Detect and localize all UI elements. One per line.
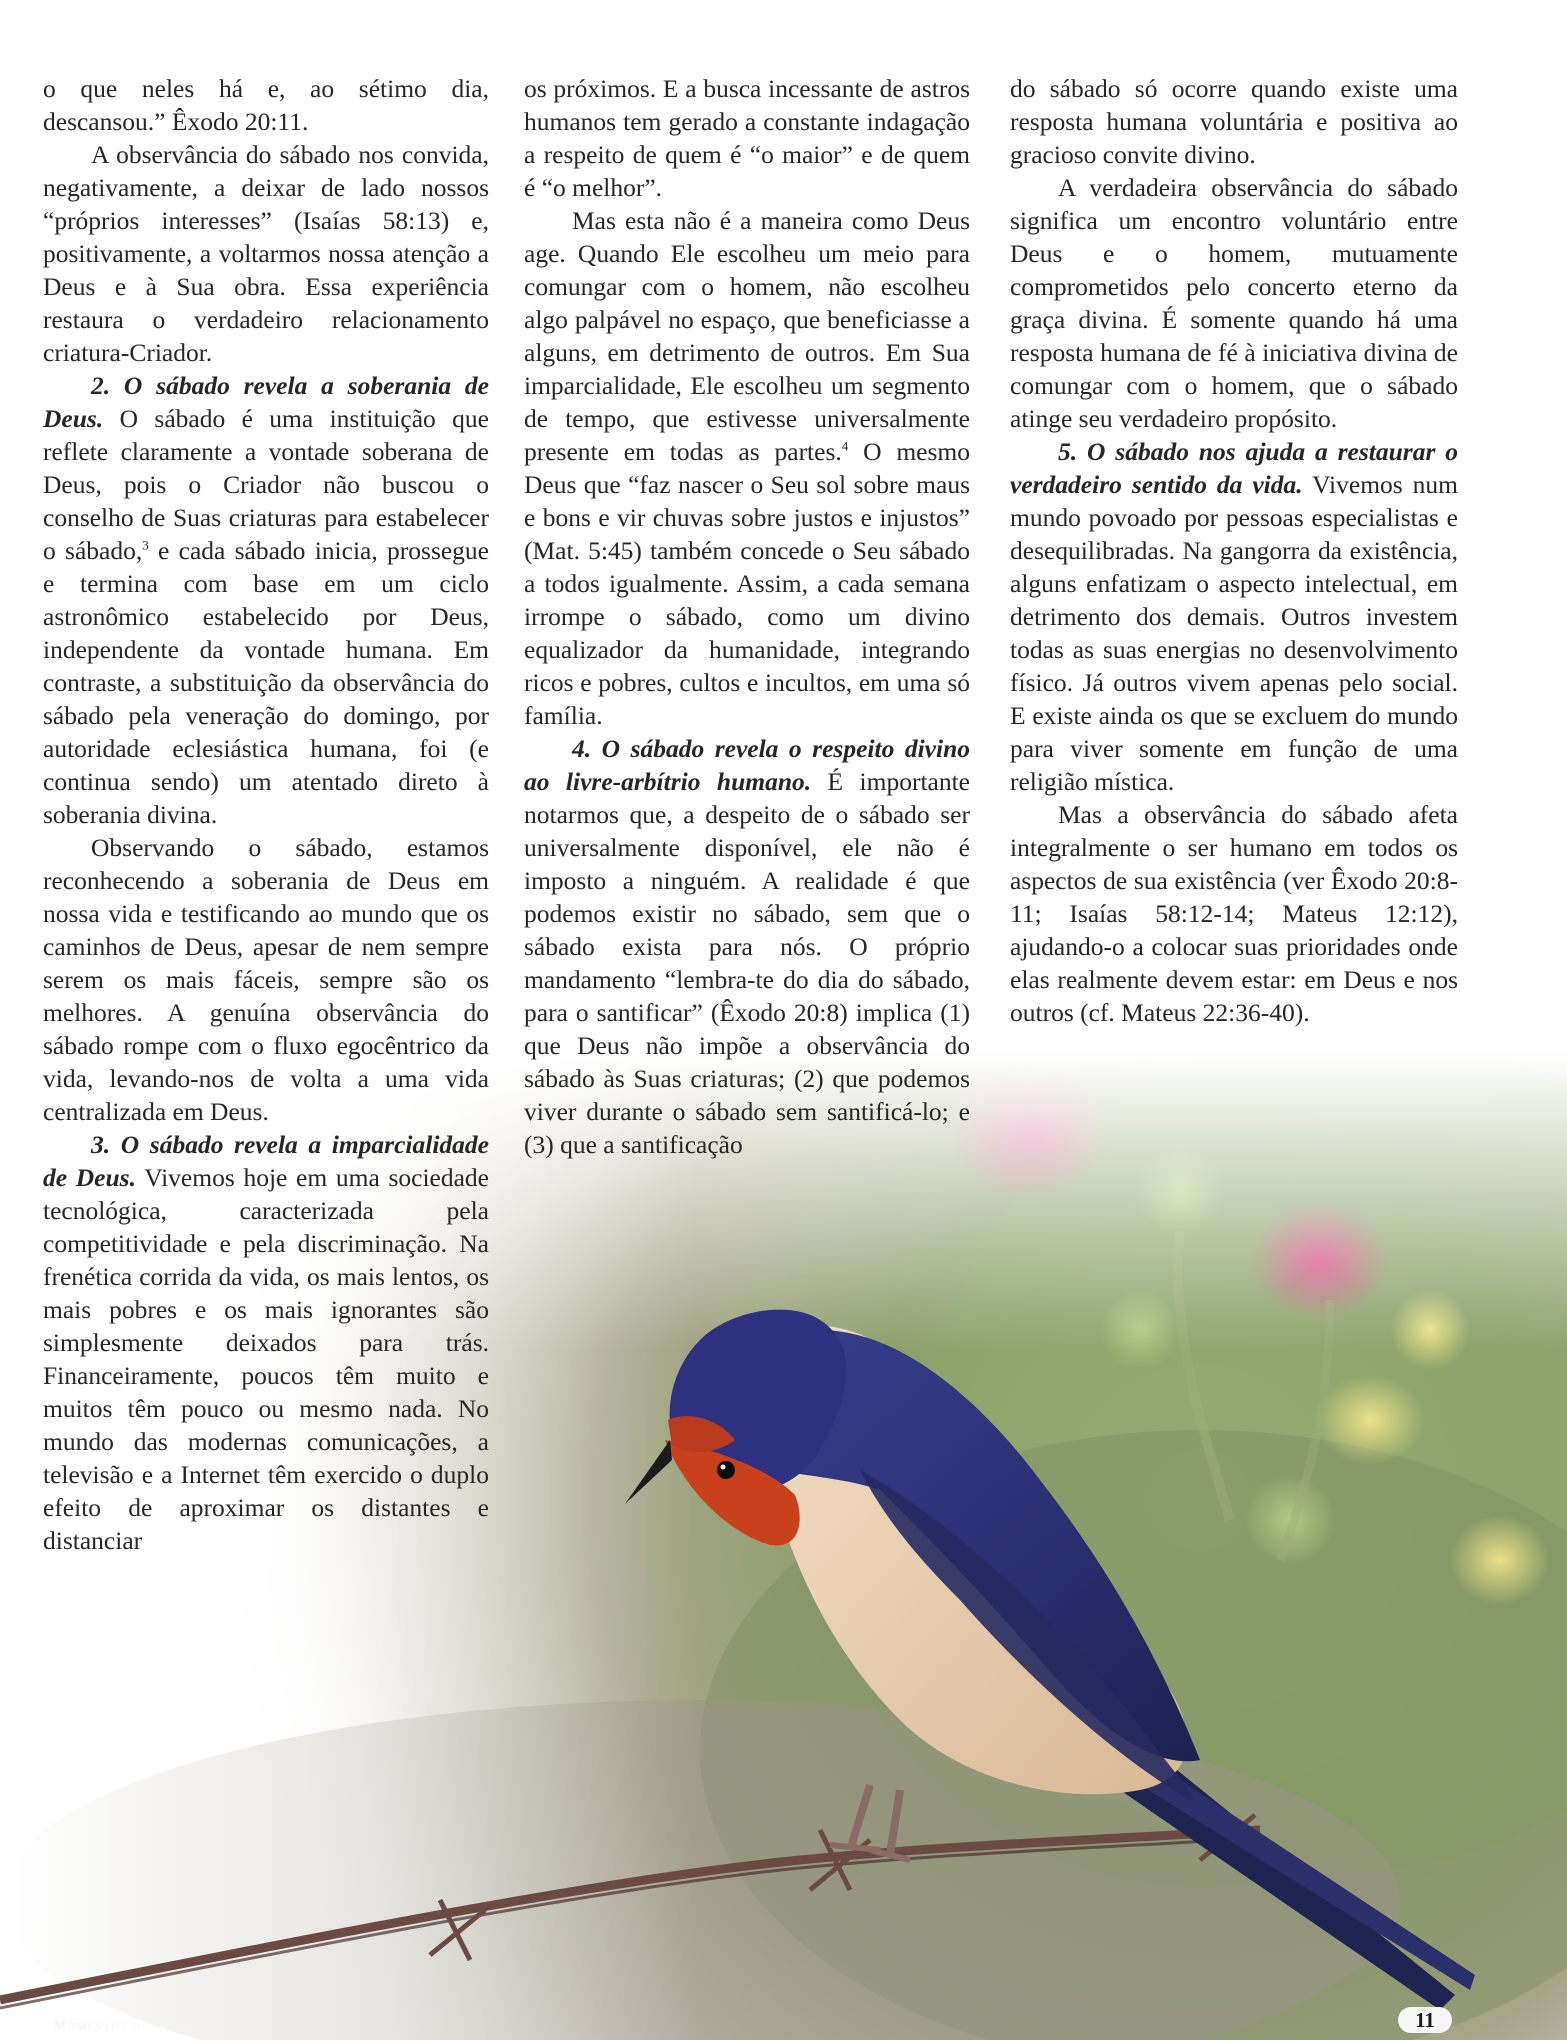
- paragraph-text: Observando o sábado, estamos reconhecendo a soberania de Deus em nossa vida e testificando ao mundo que os caminhos de Deus, apesar de nem sempre serem os mais fáceis, sempre são os melhores. A genuína observância do sábado rompe com o fluxo egocêntrico da vida, levando-nos de volta a uma vida centralizada em Deus.: [43, 833, 489, 1126]
- section-heading: 2. O sábado revela a soberania de Deus.: [43, 371, 489, 433]
- paragraph: [1010, 798, 1458, 1029]
- paragraph: [1010, 171, 1458, 435]
- page-number: 11: [1398, 2007, 1452, 2033]
- paragraph-text: Vivemos num mundo povoado por pessoas especialistas e desequilibradas. Na gangorra da existência, alguns enfatizam o aspecto intelectual, em detrimento dos demais. Outros investem todas as suas energias no desenvolvimento físico. Já outros vivem apenas pelo social. E existe ainda os que se excluem do mundo para viver somente em função de uma religião mística.: [1010, 470, 1459, 796]
- section-heading: 3. O sábado revela a imparcialidade de Deus.: [43, 1130, 489, 1192]
- running-footer: Momentos de Alegria: [53, 2018, 211, 2034]
- paragraph-text: do sábado só ocorre quando existe uma resposta humana voluntária e positiva ao gracioso convite divino.: [1010, 74, 1458, 169]
- paragraph-text: os próximos. E a busca incessante de astros humanos tem gerado a constante indagação a respeito de quem é “o maior” e de quem é “o melhor”.: [524, 74, 970, 202]
- paragraph-text: O sábado é uma instituição que reflete claramente a vontade soberana de Deus, pois o Criador não buscou o conselho de Suas criaturas para estabelecer o sábado,: [43, 404, 489, 565]
- paragraph: [43, 72, 489, 138]
- paragraph: [43, 1128, 489, 1557]
- paragraph-text: O mesmo Deus que “faz nascer o Seu sol sobre maus e bons e vir chuvas sobre justos e injustos” (Mat. 5:45) também concede o Seu sábado a todos igualmente. Assim, a cada semana irrompe o sábado, como um divino equalizador da humanidade, integrando ricos e pobres, cultos e incultos, em uma só família.: [524, 437, 971, 730]
- paragraph: [524, 732, 970, 1161]
- paragraph-text: É importante notarmos que, a despeito de o sábado ser universalmente disponível, ele não é imposto a ninguém. A realidade é que podemos existir no sábado, sem que o sábado exista para nós. O próprio mandamento “lembra-te do dia do sábado, para o santificar” (Êxodo 20:8) implica (1) que Deus não impõe a observância do sábado às Suas criaturas; (2) que podemos viver durante o sábado sem santificá-lo; e (3) que a santificação: [524, 767, 970, 1159]
- paragraph: [43, 831, 489, 1128]
- paragraph-text: Vivemos hoje em uma sociedade tecnológica, caracterizada pela competitividade e pela discriminação. Na frenética corrida da vida, os mais lentos, os mais pobres e os mais ignorantes são simplesmente deixados para trás. Financeiramente, poucos têm muito e muitos têm pouco ou mesmo nada. No mundo das modernas comunicações, a televisão e a Internet têm exercido o duplo efeito de aproximar os distantes e distanciar: [43, 1163, 489, 1555]
- section-heading: 4. O sábado revela o respeito divino ao livre-arbítrio humano.: [524, 734, 970, 796]
- paragraph-text: A verdadeira observância do sábado significa um encontro voluntário entre Deus e o homem, mutuamente comprometidos pelo concerto eterno da graça divina. É somente quando há uma resposta humana de fé à iniciativa divina de comungar com o homem, que o sábado atinge seu verdadeiro propósito.: [1010, 173, 1458, 433]
- paragraph: [43, 138, 489, 369]
- paragraph: [43, 369, 489, 831]
- paragraph: [524, 72, 970, 204]
- paragraph-text: o que neles há e, ao sétimo dia, descansou.” Êxodo 20:11.: [43, 74, 489, 136]
- paragraph: [1010, 435, 1458, 798]
- paragraph-text: Mas a observância do sábado afeta integralmente o ser humano em todos os aspectos de sua existência (ver Êxodo 20:8-11; Isaías 58:12-14; Mateus 12:12), ajudando-o a colocar suas prioridades onde elas realmente devem estar: em Deus e nos outros (cf. Mateus 22:36-40).: [1010, 800, 1458, 1027]
- paragraph-text: e cada sábado inicia, prossegue e termina com base em um ciclo astronômico estabelecido por Deus, independente da vontade humana. Em contraste, a substituição da observância do sábado pela veneração do domingo, por autoridade eclesiástica humana, foi (e continua sendo) um atentado direto à soberania divina.: [43, 536, 490, 829]
- text-column-3: [1010, 72, 1458, 1029]
- paragraph: [524, 204, 970, 732]
- paragraph-text: A observância do sábado nos convida, negativamente, a deixar de lado nossos “próprios interesses” (Isaías 58:13) e, positivamente, a voltarmos nossa atenção a Deus e à Sua obra. Essa experiência restaura o verdadeiro relacionamento criatura-Criador.: [43, 140, 489, 367]
- footnote-ref: 4: [841, 438, 849, 454]
- footnote-ref: 3: [142, 537, 149, 553]
- section-heading: 5. O sábado nos ajuda a restaurar o verdadeiro sentido da vida.: [1010, 437, 1458, 499]
- paragraph: [1010, 72, 1458, 171]
- paragraph-text: Mas esta não é a maneira como Deus age. Quando Ele escolheu um meio para comungar com o homem, não escolheu algo palpável no espaço, que beneficiasse a alguns, em detrimento de outros. Em Sua imparcialidade, Ele escolheu um segmento de tempo, que estivesse universalmente presente em todas as partes.: [524, 206, 970, 466]
- text-column-2: [524, 72, 970, 1161]
- text-column-1: [43, 72, 489, 1557]
